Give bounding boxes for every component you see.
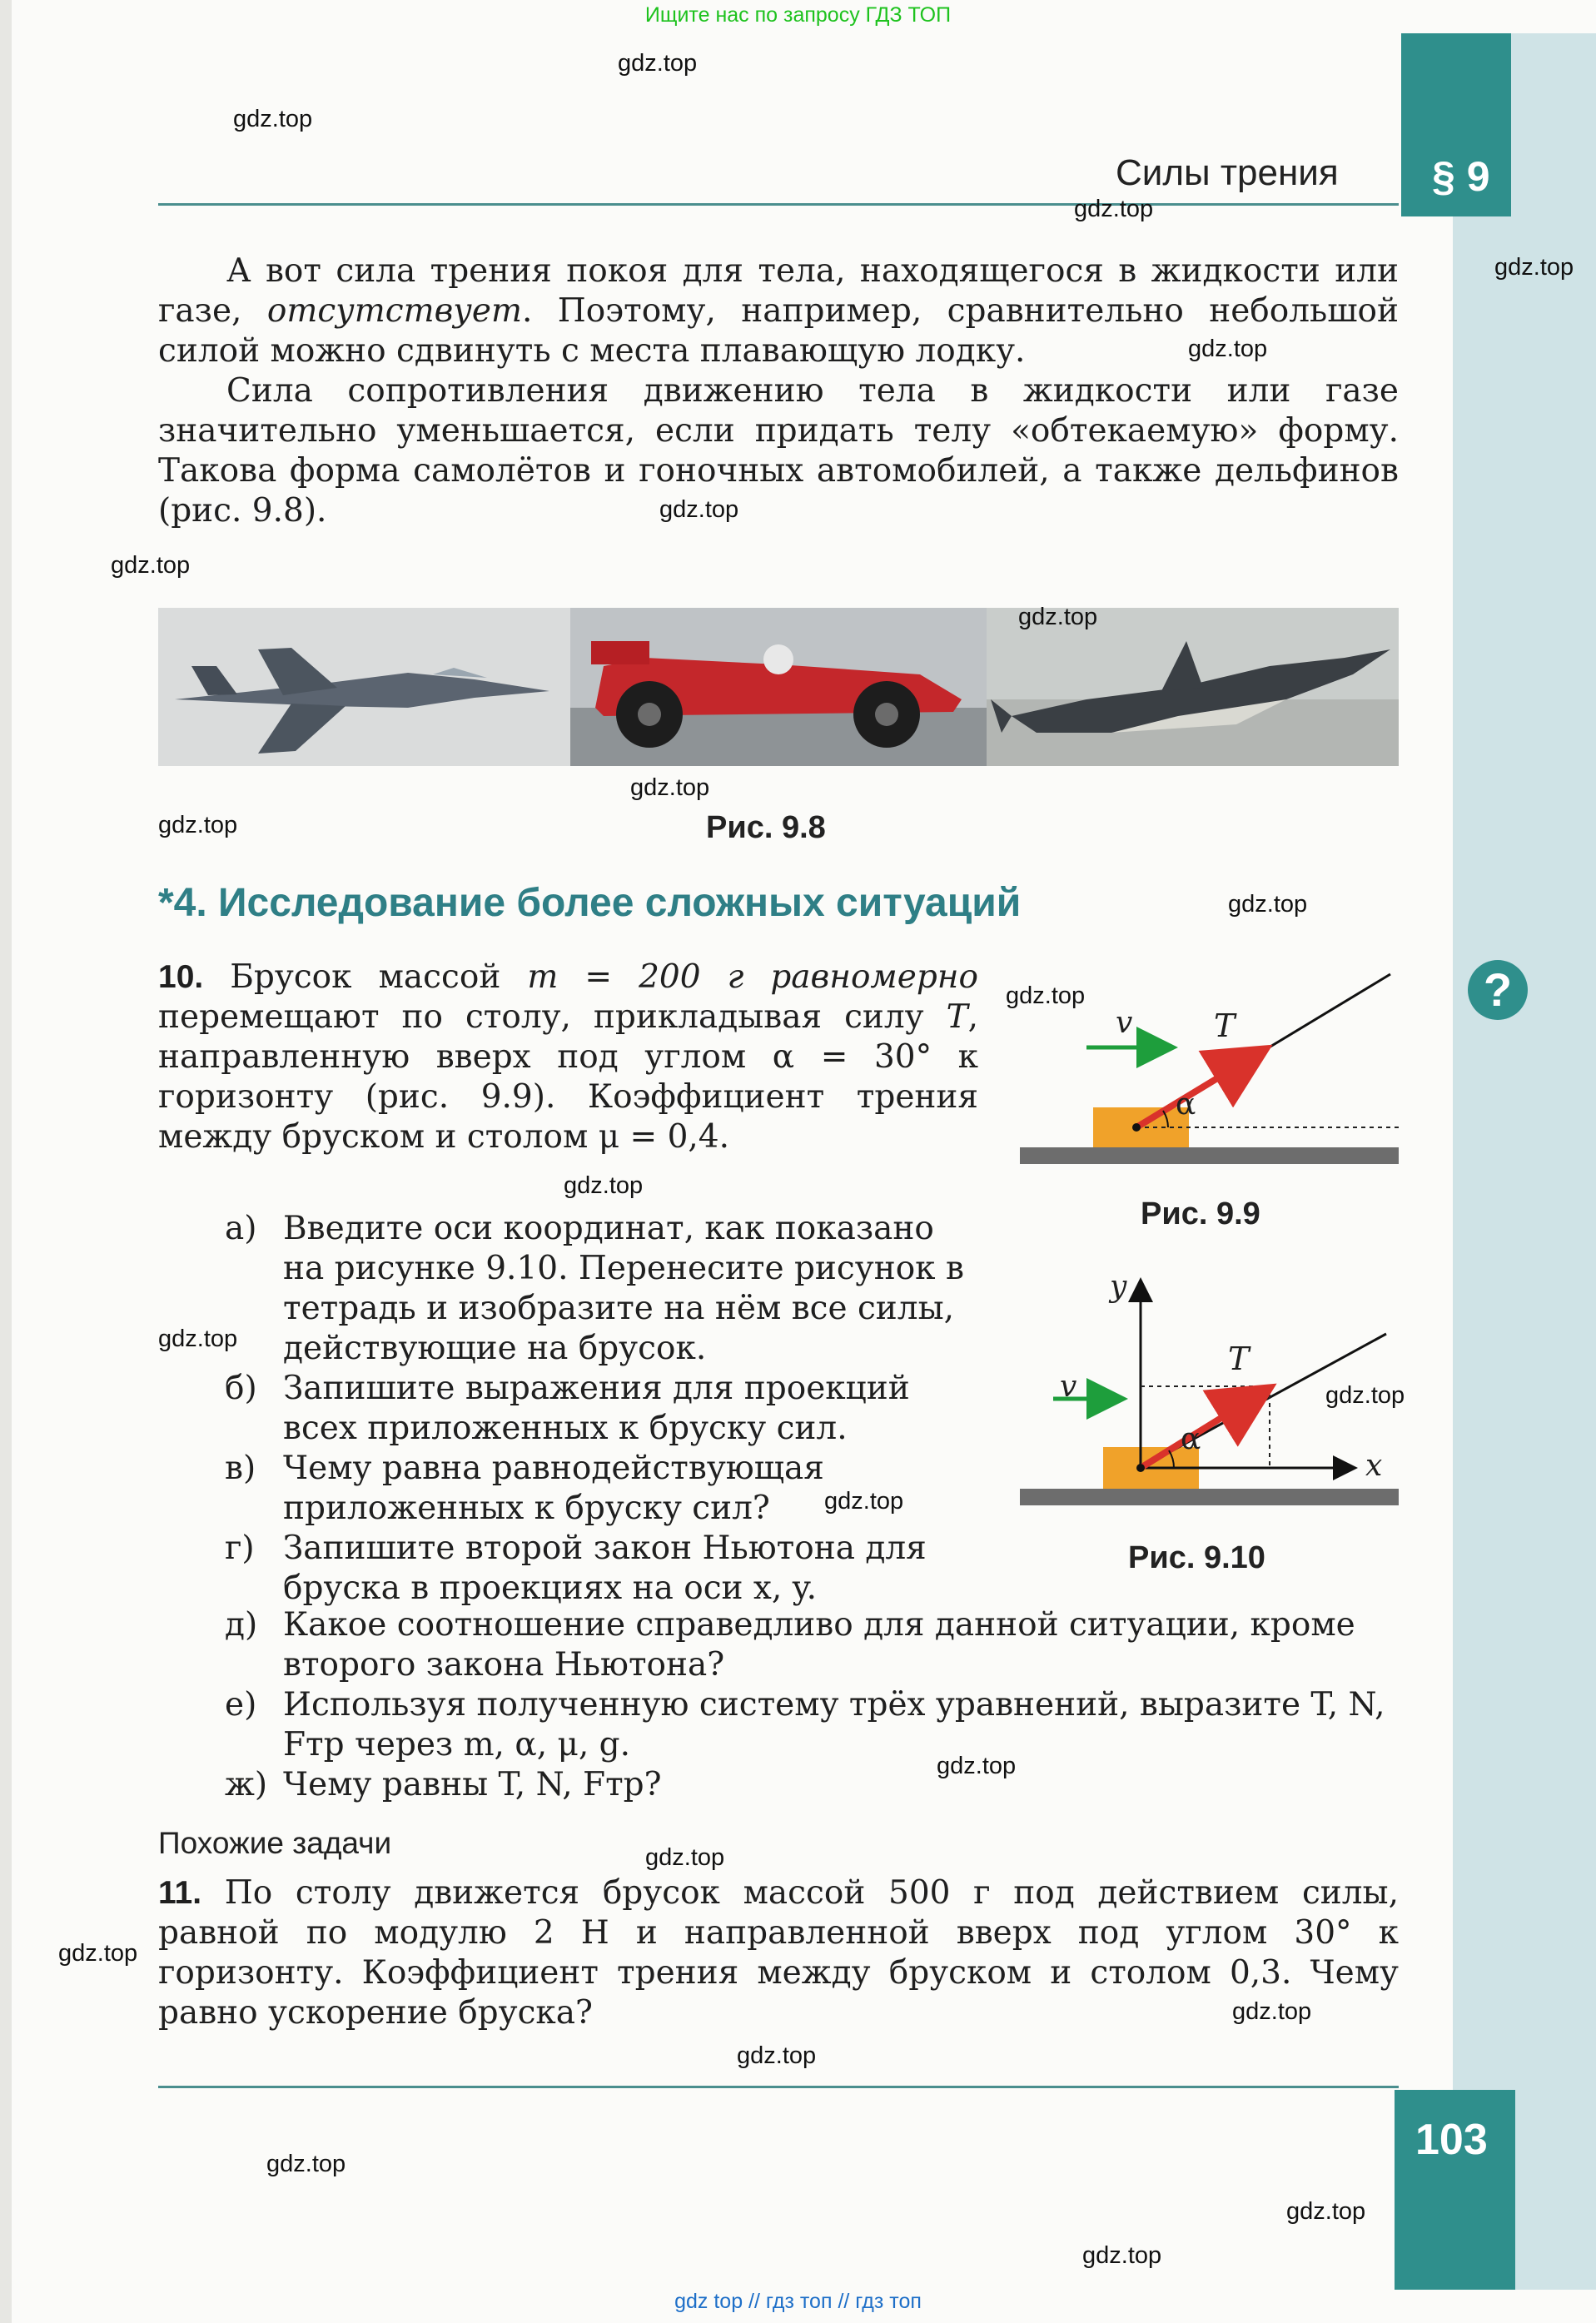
right-margin-band — [1453, 33, 1596, 2290]
watermark: gdz.top — [158, 812, 238, 838]
fig9-10-v-label: v — [1060, 1370, 1077, 1404]
task-10-intro: 10. Брусок массой m = 200 г равномерно перемещают по столу, прикладывая силу T, направленную вверх под углом α = 30° к горизонту (рис. 9.9). Коэффициент трения между бруском и столом μ = 0,4. — [158, 958, 978, 1156]
task-item: е) Используя полученную систему трёх уравнений, выразите T, N, Fтр через m, α, μ, g. — [225, 1686, 1385, 1763]
section-title: Силы трения — [1116, 152, 1339, 193]
intro-text — [158, 251, 1399, 531]
intro-paragraph-1: А вот сила трения покоя для тела, находящегося в жидкости или газе, отсутствует. Поэтому, например, сравнительно небольшой силой можно сдвинуть с места плавающую лодку. — [158, 252, 1399, 370]
watermark: gdz.top — [158, 1326, 238, 1352]
figure-9-9-caption: Рис. 9.9 — [1141, 1196, 1260, 1231]
section-number: § 9 — [1432, 153, 1490, 200]
emphasis-uniformly: равномерно — [770, 958, 978, 996]
jet-photo — [158, 608, 570, 766]
watermark: gdz.top — [1286, 2198, 1366, 2225]
watermark: gdz.top — [58, 1940, 138, 1967]
force-arrow — [1141, 1390, 1265, 1468]
watermark: gdz.top — [1325, 1382, 1405, 1409]
fig9-9-v-label: v — [1116, 1006, 1133, 1040]
fig9-10-x-label: x — [1365, 1449, 1383, 1483]
page-number: 103 — [1415, 2116, 1488, 2164]
fig9-10-y-label: y — [1110, 1270, 1127, 1304]
watermark: gdz.top — [1082, 2242, 1162, 2269]
race-car-icon — [570, 608, 987, 766]
watermark: gdz.top — [1006, 982, 1086, 1009]
figure-9-10-caption: Рис. 9.10 — [1128, 1540, 1265, 1575]
task-10-items-left — [225, 1209, 978, 1609]
jet-icon — [158, 608, 570, 766]
watermark: gdz.top — [618, 50, 698, 77]
header-rule — [158, 203, 1399, 206]
bottom-banner[interactable]: gdz top // гдз топ // гдз топ — [674, 2290, 922, 2313]
fig9-9-T-label: T — [1214, 1007, 1236, 1044]
figure-9-8-caption: Рис. 9.8 — [706, 810, 826, 845]
task-11-number: 11. — [158, 1875, 202, 1911]
dolphin-icon — [987, 608, 1399, 766]
emphasis-absent: отсутствует — [266, 292, 522, 330]
footer-rule — [158, 2086, 1399, 2088]
fig9-10-alpha-label: α — [1181, 1422, 1201, 1456]
table-surface — [1020, 1147, 1399, 1164]
watermark: gdz.top — [1188, 336, 1268, 362]
force-symbol: T — [946, 998, 968, 1036]
intro-paragraph-2: Сила сопротивления движению тела в жидкости или газе значительно уменьшается, если придать телу «обтекаемую» форму. Такова форма самолётов и гоночных автомобилей, а также дельфинов (рис. 9.8). — [158, 372, 1399, 530]
watermark: gdz.top — [824, 1488, 904, 1515]
dolphin-photo — [987, 608, 1399, 766]
task-item: б) Запишите выражения для проекций всех приложенных к бруску сил. — [225, 1370, 910, 1447]
task-10-number: 10. — [158, 959, 204, 995]
task-item: а) Введите оси координат, как показано на рисунке 9.10. Перенесите рисунок в тетрадь и изобразите на нём все силы, действующие на брусок. — [225, 1210, 964, 1367]
question-icon: ? — [1468, 960, 1528, 1020]
race-car-photo — [570, 608, 987, 766]
similar-problems-heading: Похожие задачи — [158, 1826, 392, 1860]
watermark: gdz.top — [737, 2042, 817, 2069]
watermark: gdz.top — [659, 496, 739, 523]
watermark: gdz.top — [1232, 1998, 1312, 2025]
watermark: gdz.top — [233, 106, 313, 132]
section-4-heading: *4. Исследование более сложных ситуаций — [158, 881, 1022, 925]
watermark: gdz.top — [1494, 254, 1574, 281]
watermark: gdz.top — [111, 552, 191, 579]
task-item: г) Запишите второй закон Ньютона для бруска в проекциях на оси x, y. — [225, 1530, 927, 1607]
watermark: gdz.top — [1018, 604, 1098, 630]
task-item: д) Какое соотношение справедливо для данной ситуации, кроме второго закона Ньютона? — [225, 1606, 1355, 1684]
force-arrow — [1136, 1052, 1261, 1127]
top-banner[interactable]: Ищите нас по запросу ГДЗ ТОП — [644, 3, 952, 27]
fig9-9-alpha-label: α — [1176, 1087, 1196, 1122]
task-item: ж) Чему равны T, N, Fтр? — [225, 1766, 662, 1803]
watermark: gdz.top — [266, 2151, 346, 2177]
task-10-items-full — [225, 1605, 1399, 1805]
watermark: gdz.top — [1074, 196, 1154, 222]
page-edge — [0, 0, 12, 2323]
fig9-10-T-label: T — [1228, 1341, 1250, 1377]
table-surface — [1020, 1489, 1399, 1505]
watermark: gdz.top — [937, 1753, 1017, 1779]
watermark: gdz.top — [630, 774, 710, 801]
watermark: gdz.top — [1228, 891, 1308, 918]
watermark: gdz.top — [564, 1172, 644, 1199]
watermark: gdz.top — [645, 1844, 725, 1871]
task-11: 11. По столу движется брусок массой 500 г под действием силы, равной по модулю 2 Н и направленной вверх под углом 30° к горизонту. Коэффициент трения между бруском и столом 0,3. Чему равно ускорение бруска? — [158, 1874, 1399, 2032]
task-item: в) Чему равна равнодействующая приложенных к бруску сил? — [225, 1450, 824, 1527]
